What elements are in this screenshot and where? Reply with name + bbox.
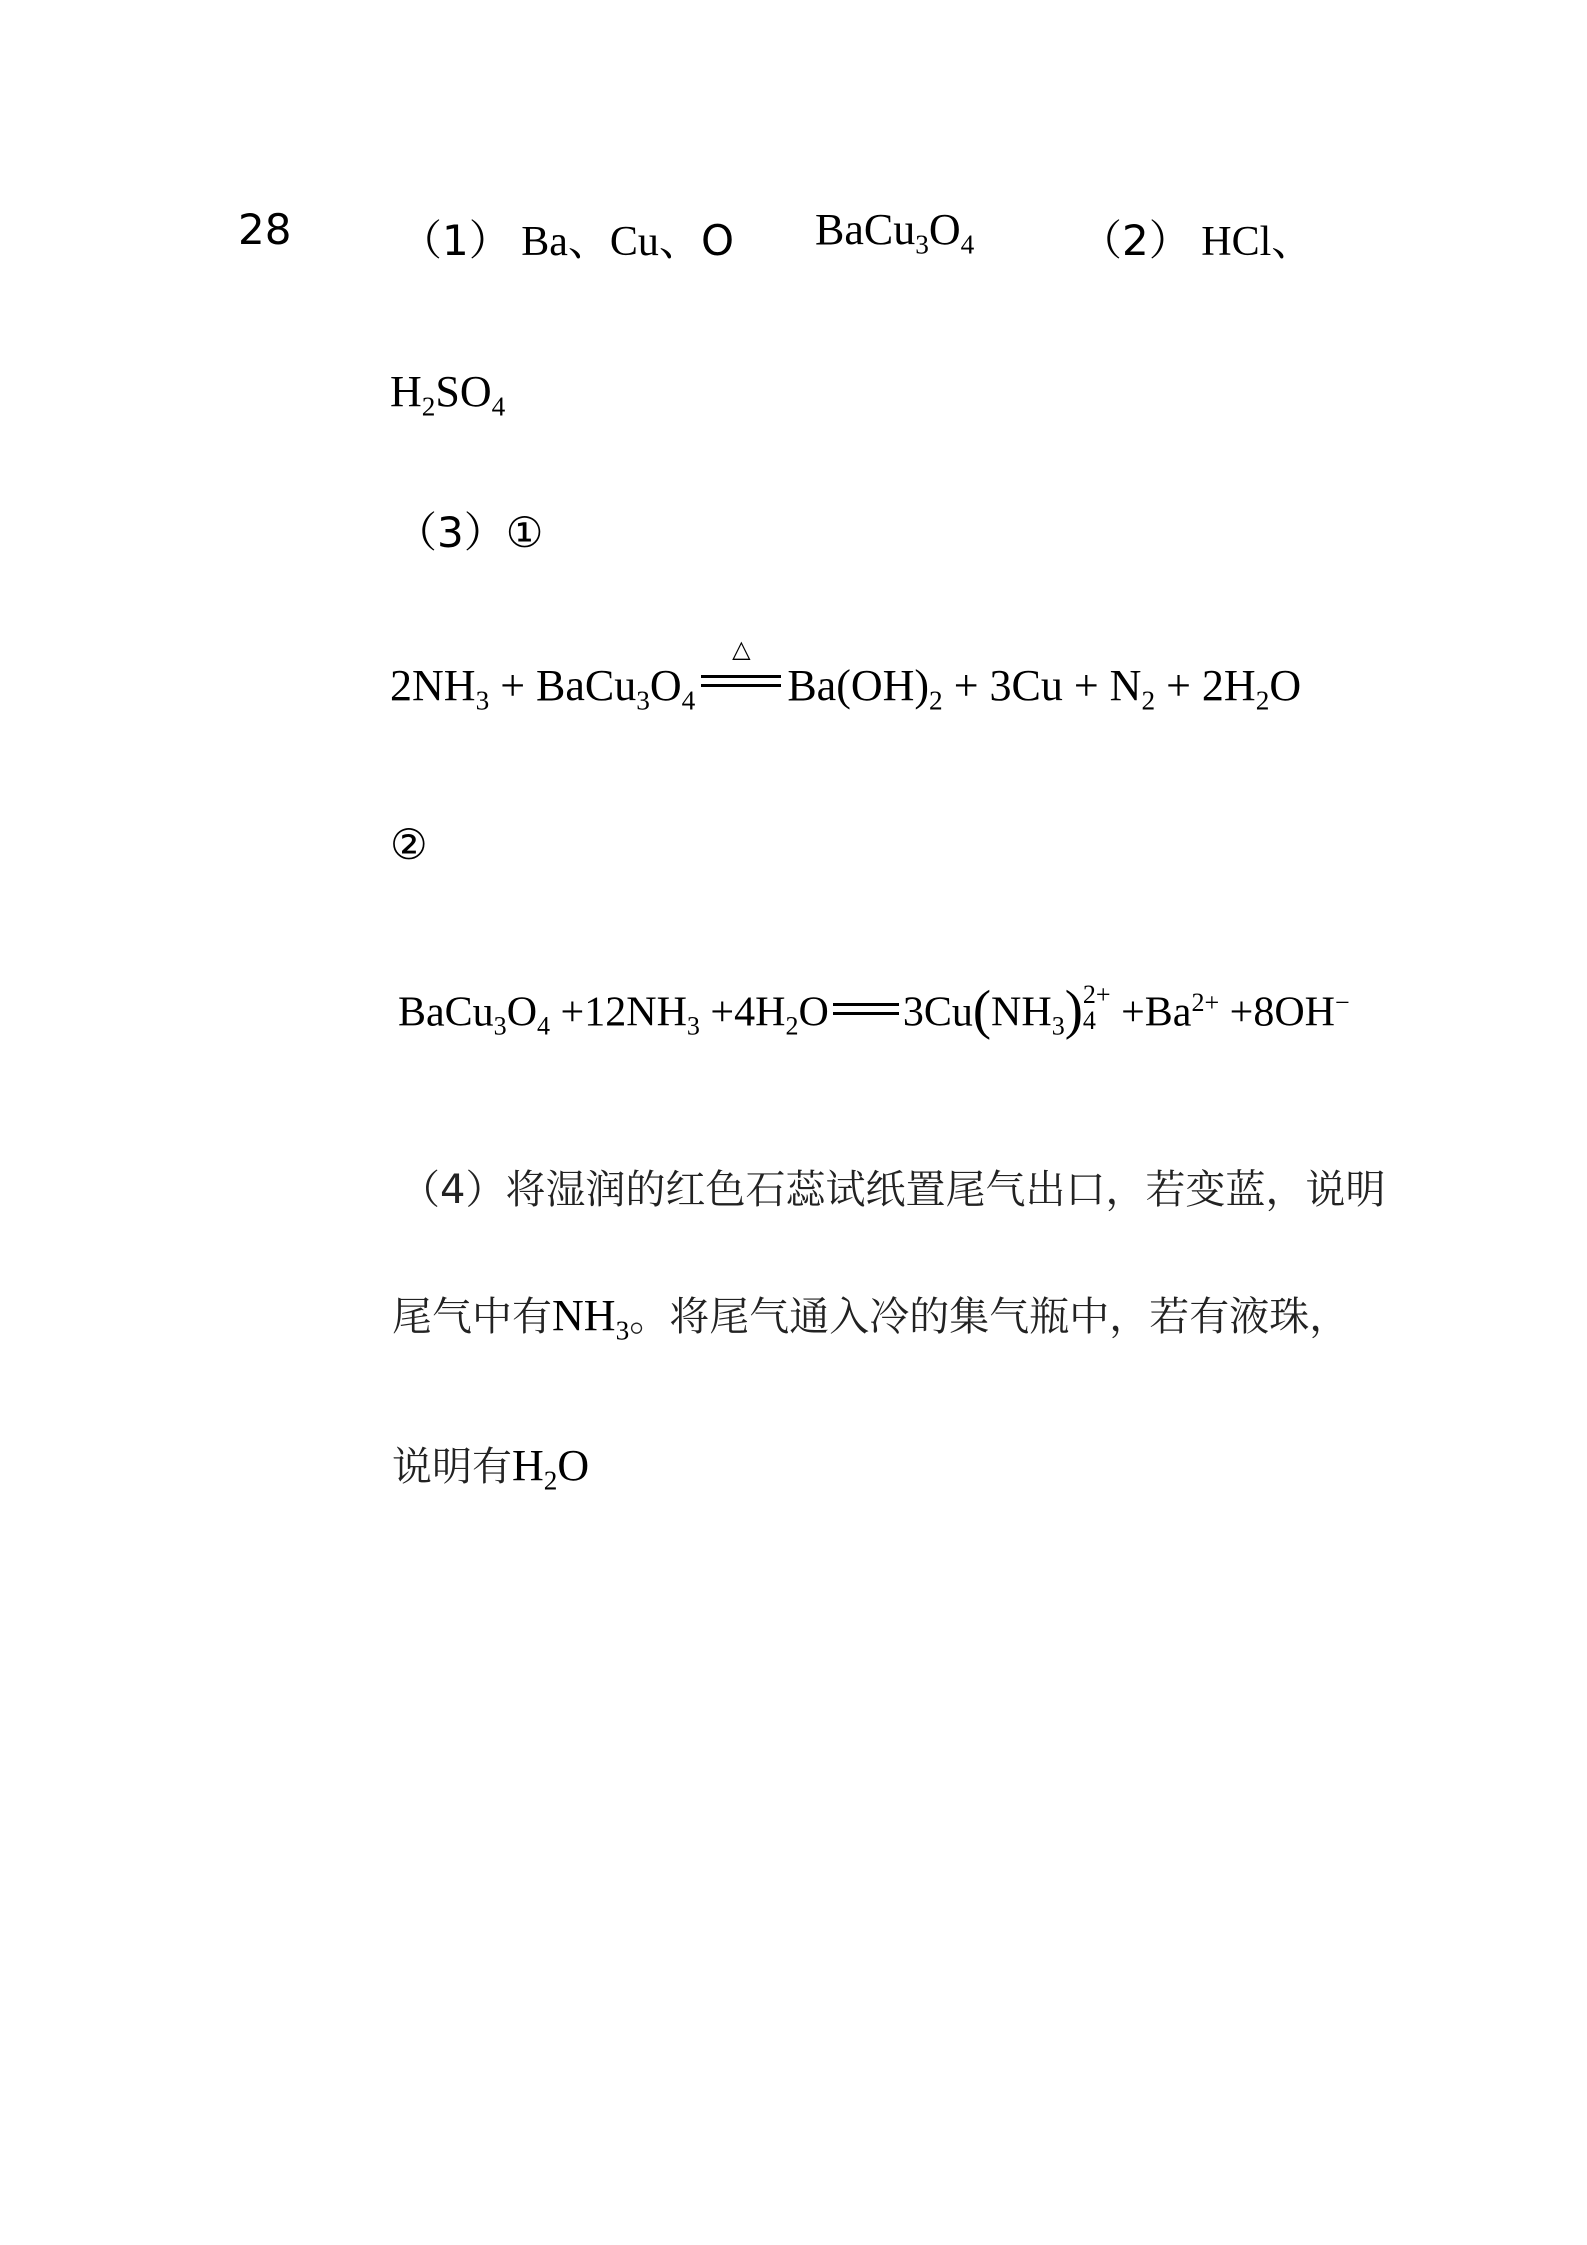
separator: 、 [567,216,610,265]
part2-formula: $H_2SO_4$ [390,367,506,422]
part4-line1: （4）将湿润的红色石蕊试纸置尾气出口，若变蓝，说明 [400,1167,1386,1213]
part1-formula: $BaCu_3O_4$ [815,205,975,260]
part4-line2-text-a: 尾气中有 [392,1294,552,1340]
equation-1: $2NH_3$ + $BaCu_3O_4$ △ $Ba(OH)_2 + 3Cu + N_2 + 2H_2O$ [390,637,1302,716]
element-ba: Ba [521,219,568,265]
sub-item-1: ① [505,508,544,557]
separator: 、 [1271,216,1314,265]
part2-label: （2） [1080,216,1191,265]
heating-arrow [701,637,781,693]
heat-triangle-icon: △ [732,637,751,664]
part3-label-line [395,500,543,560]
element-cu: Cu [609,219,659,265]
part4-formula-nh3: $NH_3$ [552,1291,630,1346]
part4-line3-text: 说明有 [392,1444,512,1490]
part4-line2 [392,1285,1350,1346]
sub-item-2: ② [390,820,428,869]
part4-formula-h2o: $H_2O$ [512,1441,590,1496]
separator: 、 [658,216,701,265]
equation-2: $BaCu_3O_4 +12NH_3 +4H_2O$ $3Cu(NH_3)$ 2+ 4 $+Ba^{2+} +8OH^-$ [398,979,1350,1041]
part1-line [400,208,734,268]
part3-label: （3） [395,508,506,557]
part2-hcl: HCl [1201,219,1272,265]
element-o: O [700,216,734,265]
part1-label: （1） [400,216,511,265]
part4-line2-text-b: 。将尾气通入冷的集气瓶中，若有液珠， [629,1294,1350,1340]
part2-line1 [1080,208,1313,268]
equals-sign [833,1003,899,1017]
question-number: 28 [238,205,292,254]
part4-line3 [392,1435,590,1496]
